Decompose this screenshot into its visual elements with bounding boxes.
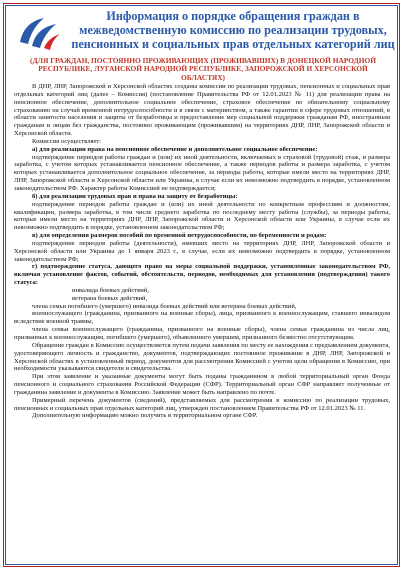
header: [10, 8, 394, 56]
paragraph: При этом заявление и указанные документы могут быть поданы гражданином в любой территориальный орган Фонда пенсионного и социального страхования Российской Федерации (СФР). Территориальный орган СФР направляет полученные от гражданина заявление и документы в Комиссию. Заявление может быть направлено по почте.: [14, 373, 390, 396]
section-heading-d: г) подтверждение статуса, дающего право на меры социальной поддержки, установленные законодательством РФ, включая установление фактов, событий, обстоятельств, периодов, необходимых для установления (подтверждения) такого статуса:: [14, 263, 390, 287]
paragraph: подтверждение периодов работы (деятельности), имевших место на территориях ДНР, ЛНР, Запорожской области и Херсонской области или Украины до 1 января 2023 г., в случае, если их невозможно подтвердить в порядке, установленном законодательством РФ;: [14, 239, 390, 263]
section-heading-a: а) для реализации права на пенсионное обеспечение и дополнительное социальное обеспечение:: [32, 145, 318, 153]
paragraph: В ДНР, ЛНР, Запорожской и Херсонской областях созданы комиссии по реализации трудовых, пенсионных и социальных прав отдельных категорий лиц (далее – Комиссия) (постановление Правительства РФ от 12.01.2023 № 11) для реализации права на пенсионное обеспечение, дополнительное социальное обеспечение, страховое обеспечение по обязательному социальному страхованию на случай временной нетрудоспособности и в связи с материнством, а также гарантии в сфере трудовых отношений, в области занятости населения и защиты от безработицы и предоставление мер социальной поддержки гражданам РФ, иностранным гражданам и лицам без гражданства, постоянно проживающим (проживавшим) на территориях ДНР, ЛНР, Запорожской области и Херсонской области.: [14, 83, 390, 138]
paragraph: Комиссия осуществляет:: [32, 137, 102, 145]
paragraph: подтверждение периодов работы граждан и (или) их иной деятельности по конкретным профессиям и должностям, квалификации, размера заработка, в том числе среднего заработка по последнему месту работы (службы), за периоды работы, которые имели место на территориях ДНР, ЛНР, Запорожской области и Херсонской области или Украины, в случае если их невозможно подтвердить в порядке, установленном законодательством РФ;: [14, 200, 390, 232]
section-heading-b: б) для реализации трудовых прав и права на защиту от безработицы:: [32, 192, 238, 200]
paragraph: подтверждение периодов работы граждан и (или) их иной деятельности, включаемых в страховой (трудовой) стаж, и размера заработка, с учетом которых устанавливается пенсионное обеспечение, а также периодов работы и размера заработка, с учетом которых устанавливается дополнительное социальное обеспечение, за периоды работы, которые имели место на территориях ДНР, ЛНР, Запорожской области и Херсонской области или Украины, в случае если их невозможно подтвердить в порядке, установленном законодательством РФ. Характер работы Комиссией не подтверждается;: [14, 153, 390, 192]
section-heading-c: в) для определения размеров пособий по временной нетрудоспособности, по беременности и родам:: [32, 232, 327, 240]
paragraph: Дополнительную информацию можно получить в территориальном органе СФР.: [32, 412, 258, 420]
page-subtitle: (ДЛЯ ГРАЖДАН, ПОСТОЯННО ПРОЖИВАЮЩИХ (ПРОЖИВАВШИХ) В ДОНЕЦКОЙ НАРОДНОЙ РЕСПУБЛИКЕ, ЛУГАНСКОЙ НАРОДНОЙ РЕСПУБЛИКЕ, ЗАПОРОЖСКОЙ И ХЕРСОНСКОЙ ОБЛАСТЯХ): [30, 56, 376, 82]
sfr-logo-icon: [14, 12, 62, 52]
list-item: члена семьи военнослужащего (гражданина, призванного на военные сборы), члена семьи гражданина из числа лиц, призванных к военнослужащим, погибшего (умершего), объявленного умершим, признанного безвестно отсутствующим.: [14, 326, 390, 341]
list-item: члена семьи погибшего (умершего) инвалида боевых действий или ветерана боевых действий,: [32, 302, 297, 310]
list-item: военнослужащего (гражданина, призванного на военные сборы), лица, призванного к военнослужащим, ставшего инвалидом вследствие военной травмы,: [14, 310, 390, 326]
page-title: Информация о порядке обращения граждан в межведомственную комиссию по реализации трудовых, пенсионных и социальных прав отдельных категорий лиц: [71, 9, 395, 52]
paragraph: Обращение граждан в Комиссию осуществляется путем подачи заявления по месту ее нахождения с предъявлением документа, удостоверяющего личность и гражданство, документов, подтверждающих постоянное проживание в ДНР, ЛНР, Запорожской и Херсонской областях в установленный период, документов для рассмотрения Комиссией с учетом цели обращения в Комиссию, при необходимости указываются свидетели и свидетельства.: [14, 341, 390, 373]
list-item: инвалида боевых действий,: [72, 286, 149, 294]
document-body: [14, 83, 390, 420]
paragraph: Примерный перечень документов (сведений), представляемых для рассмотрения в комиссию по реализации трудовых, пенсионных и социальных прав отдельных категорий лиц, утвержден постановлением Правительства РФ от 12.01.2023 № 11.: [14, 396, 390, 412]
list-item: ветерана боевых действий,: [72, 294, 148, 302]
